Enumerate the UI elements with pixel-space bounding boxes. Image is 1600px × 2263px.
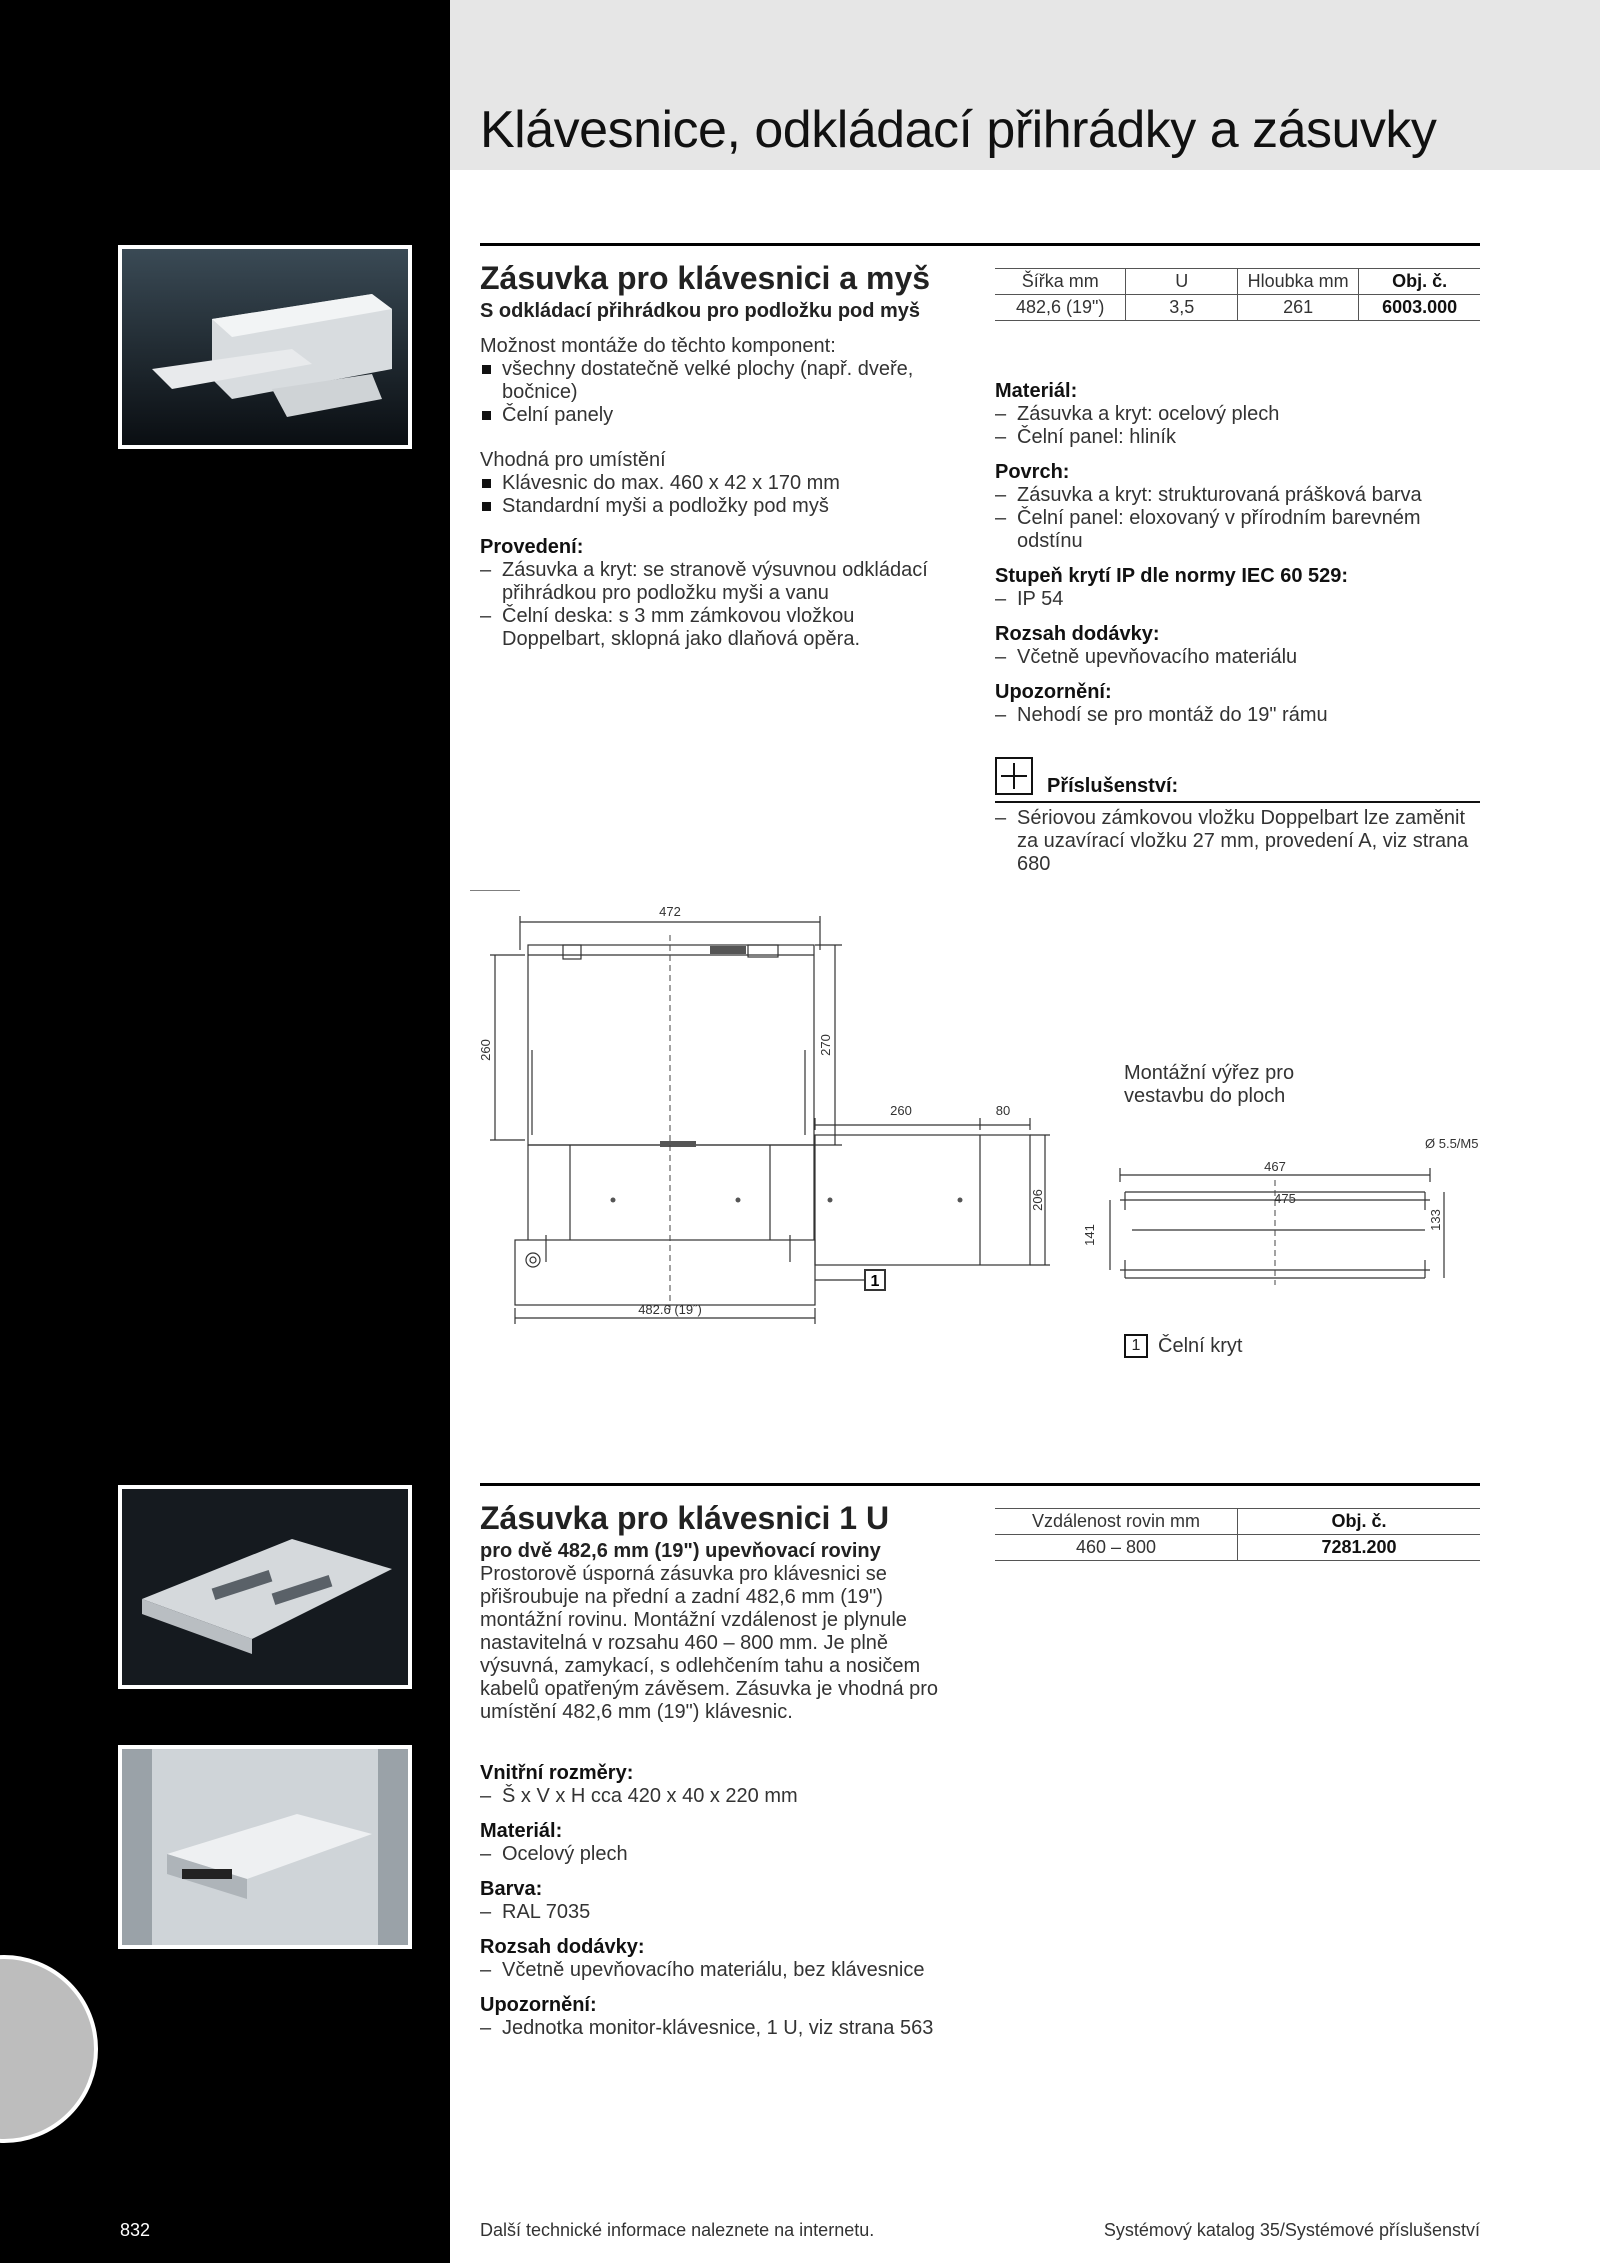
dim-cutout-hole: Ø 5.5/M5 [1425, 1136, 1479, 1151]
list-item: – Čelní deska: s 3 mm zámkovou vložkou Doppelbart, sklopná jako dlaňová opěra. [480, 605, 861, 650]
list-item: – Zásuvka a kryt: strukturovaná prášková barva [995, 484, 1422, 506]
list-item: všechny dostatečně velké plochy (např. dveře, bočnice) [480, 358, 960, 404]
table-header: U [1126, 269, 1238, 295]
list-item: – IP 54 [995, 588, 1064, 610]
list-item: – Š x V x H cca 420 x 40 x 220 mm [480, 1785, 798, 1807]
delivery-label: Rozsah dodávky: [480, 1936, 645, 1958]
table-cell: 482,6 (19") [995, 295, 1126, 321]
color-label: Barva: [480, 1878, 543, 1900]
inner-dimensions-label: Vnitřní rozměry: [480, 1762, 634, 1784]
section2-subtitle: pro dvě 482,6 mm (19") upevňovací roviny [480, 1540, 881, 1562]
suitable-intro: Vhodná pro umístění [480, 449, 666, 471]
legend-box [1124, 1334, 1148, 1358]
section2-specs [480, 1762, 970, 2040]
dim-bottom-width: 482.6 (19˝) [638, 1302, 702, 1317]
photo-drawer-in-rack [118, 1745, 412, 1949]
table-header: Obj. č. [1238, 1509, 1481, 1535]
section1-rule [480, 243, 1480, 246]
section1-title: Zásuvka pro klávesnici a myš [480, 260, 931, 296]
photo-1u-drawer [118, 1485, 412, 1689]
list-item: – Včetně upevňovacího materiálu, bez klávesnice [480, 1959, 925, 1981]
material-label: Materiál: [480, 1820, 563, 1842]
table-header: Obj. č. [1359, 269, 1480, 295]
dim-right-height: 270 [818, 1034, 833, 1056]
dim-cutout-left-h: 141 [1082, 1224, 1097, 1246]
table-cell: 261 [1237, 295, 1358, 321]
dim-tray-width: 260 [890, 1103, 912, 1118]
list-item: Standardní myši a podložky pod myš [480, 495, 960, 518]
table-header: Šířka mm [995, 269, 1126, 295]
list-item: – Zásuvka a kryt: se stranově výsuvnou odkládací přihrádkou pro podložku myši a vanu [480, 559, 928, 604]
section2-rule [480, 1483, 1480, 1486]
page-title: Klávesnice, odkládací přihrádky a zásuvky [480, 101, 1437, 159]
accessories-item: – Sériovou zámkovou vložku Doppelbart lze zaměnit za uzavírací vložku 27 mm, provedení A, viz strana 680 [995, 807, 1469, 875]
technical-drawing [470, 890, 1500, 1370]
dim-cutout-inner: 475 [1274, 1191, 1296, 1206]
ip-label: Stupeň krytí IP dle normy IEC 60 529: [995, 565, 1349, 587]
list-item: Klávesnic do max. 460 x 42 x 170 mm [480, 472, 960, 495]
plus-icon [995, 757, 1033, 795]
table-header: Hloubka mm [1237, 269, 1358, 295]
dim-top-width: 472 [659, 904, 681, 919]
section2-spec-table [995, 1508, 1480, 1561]
callout-number: 1 [870, 1273, 880, 1290]
dim-cutout-outer: 467 [1264, 1159, 1286, 1174]
delivery-label: Rozsah dodávky: [995, 623, 1160, 645]
list-item: – Čelní panel: hliník [995, 426, 1176, 448]
dim-left-height: 260 [478, 1039, 493, 1061]
list-item: – Čelní panel: eloxovaný v přírodním barevném odstínu [995, 507, 1421, 552]
section1-spec-table [995, 268, 1480, 321]
legend-number: 1 [1131, 1337, 1141, 1354]
list-item: Čelní panely [480, 404, 960, 427]
dim-cutout-right-h: 133 [1428, 1209, 1443, 1231]
footer-catalog: Systémový katalog 35/Systémové příslušenství [1103, 2220, 1480, 2240]
section1-subtitle: S odkládací přihrádkou pro podložku pod myš [480, 300, 921, 322]
footer-info: Další technické informace naleznete na internetu. [480, 2220, 875, 2240]
legend-text: Čelní kryt [1158, 1335, 1243, 1357]
note-label: Upozornění: [995, 681, 1112, 703]
list-item: – RAL 7035 [480, 1901, 591, 1923]
mounting-intro: Možnost montáže do těchto komponent: [480, 335, 836, 357]
page-number: 832 [120, 2220, 151, 2240]
list-item: – Včetně upevňovacího materiálu [995, 646, 1298, 668]
table-header: Vzdálenost rovin mm [995, 1509, 1238, 1535]
cutout-caption: Montážní výřez pro vestavbu do ploch [1124, 1062, 1295, 1107]
table-cell: 3,5 [1126, 295, 1238, 321]
photo-keyboard-drawer [118, 245, 412, 449]
surface-label: Povrch: [995, 461, 1070, 483]
table-cell: 6003.000 [1359, 295, 1480, 321]
list-item: – Ocelový plech [480, 1843, 628, 1865]
dim-tray-height: 206 [1030, 1189, 1045, 1211]
section1-right-column [995, 380, 1485, 727]
dim-tray-ext: 80 [995, 1103, 1011, 1118]
accessories-label: Příslušenství: [1047, 775, 1179, 797]
section2-description: Prostorově úsporná zásuvka pro klávesnici se přišroubuje na přední a zadní 482,6 mm (19") montážní rovinu. Montážní vzdálenost je plynule nastavitelná v rozsahu 460 – 800 mm. Je plně výsuvná, zamykací, s odlehčením tahu a nosičem kabelů opatřeným závěsem. Zásuvka je vhodná pro umístění 482,6 mm (19") klávesnic. [480, 1563, 939, 1723]
section1-left-column [480, 335, 960, 651]
table-cell: 460 – 800 [995, 1535, 1238, 1561]
note-label: Upozornění: [480, 1994, 597, 2016]
list-item: – Nehodí se pro montáž do 19" rámu [995, 704, 1328, 726]
section2-title: Zásuvka pro klávesnici 1 U [480, 1500, 890, 1536]
list-item: – Zásuvka a kryt: ocelový plech [995, 403, 1280, 425]
design-label: Provedení: [480, 536, 584, 558]
table-cell: 7281.200 [1238, 1535, 1481, 1561]
list-item: – Jednotka monitor-klávesnice, 1 U, viz strana 563 [480, 2017, 934, 2039]
accessories-rule [995, 801, 1480, 803]
material-label: Materiál: [995, 380, 1078, 402]
